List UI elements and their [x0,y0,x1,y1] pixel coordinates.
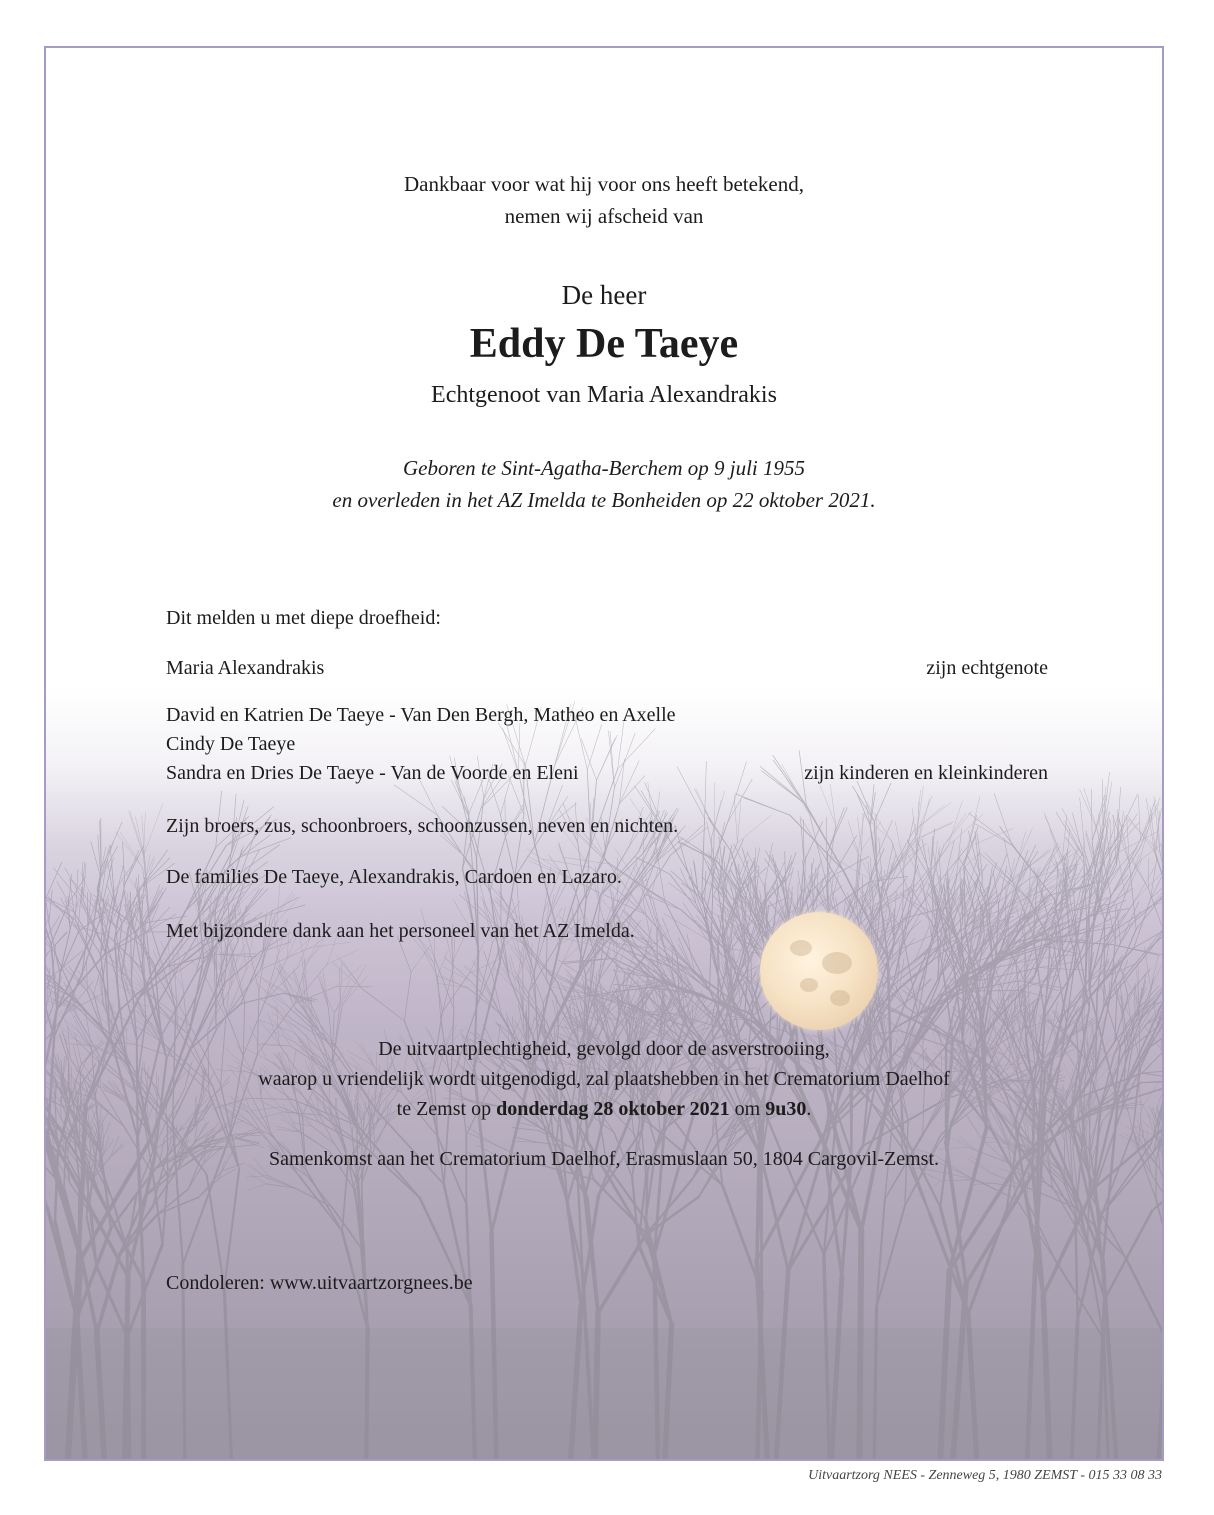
ceremony-text: om [729,1098,766,1120]
ceremony-time: 9u30 [765,1098,807,1120]
ceremony-line-2: waarop u vriendelijk wordt uitgenodigd, zal plaatshebben in het Crematorium Daelhof [258,1068,950,1090]
spouse-row [166,654,1048,683]
thanks-line: Met bijzondere dank aan het personeel van het AZ Imelda. [166,920,635,942]
intro-line-2: nemen wij afscheid van [504,204,704,228]
intro-text [46,168,1162,232]
children-list [166,701,1048,788]
death-line: en overleden in het AZ Imelda te Bonheiden op 22 oktober 2021. [332,488,876,512]
ceremony-date: donderdag 28 oktober 2021 [496,1098,730,1120]
children-role: zijn kinderen en kleinkinderen [804,762,1048,784]
child-line: Sandra en Dries De Taeye - Van de Voorde en Eleni [166,762,579,784]
spouse-line: Echtgenoot van Maria Alexandrakis [431,382,777,408]
spouse-role: zijn echtgenote [926,657,1048,679]
children-last-row [166,759,1048,788]
families-line: De families De Taeye, Alexandrakis, Cardoen en Lazaro. [166,866,622,888]
child-line: Cindy De Taeye [166,733,296,755]
gathering-line: Samenkomst aan het Crematorium Daelhof, Erasmuslaan 50, 1804 Cargovil-Zemst. [268,1148,940,1170]
deceased-name: Eddy De Taeye [469,321,739,367]
ceremony-text: . [806,1098,812,1120]
notice-card [44,46,1164,1461]
ceremony-info [46,1034,1162,1124]
title-prefix: De heer [561,280,647,310]
life-dates [46,452,1162,516]
spouse-name: Maria Alexandrakis [166,657,325,679]
announcement-heading: Dit melden u met diepe droefheid: [166,607,441,629]
birth-line: Geboren te Sint-Agatha-Berchem op 9 juli 1955 [402,456,806,480]
ceremony-line-3 [46,1094,1162,1124]
siblings-line: Zijn broers, zus, schoonbroers, schoonzussen, neven en nichten. [166,815,679,837]
condolence-link[interactable]: Condoleren: www.uitvaartzorgnees.be [166,1272,473,1294]
footer-credits: Uitvaartzorg NEES - Zenneweg 5, 1980 ZEMST - 015 33 08 33 [808,1468,1162,1483]
child-line: David en Katrien De Taeye - Van Den Bergh, Matheo en Axelle [166,704,676,726]
ceremony-text: te Zemst op [396,1098,497,1120]
intro-line-1: Dankbaar voor wat hij voor ons heeft betekend, [403,172,805,196]
ceremony-line-1: De uitvaartplechtigheid, gevolgd door de asverstrooiing, [378,1038,830,1060]
